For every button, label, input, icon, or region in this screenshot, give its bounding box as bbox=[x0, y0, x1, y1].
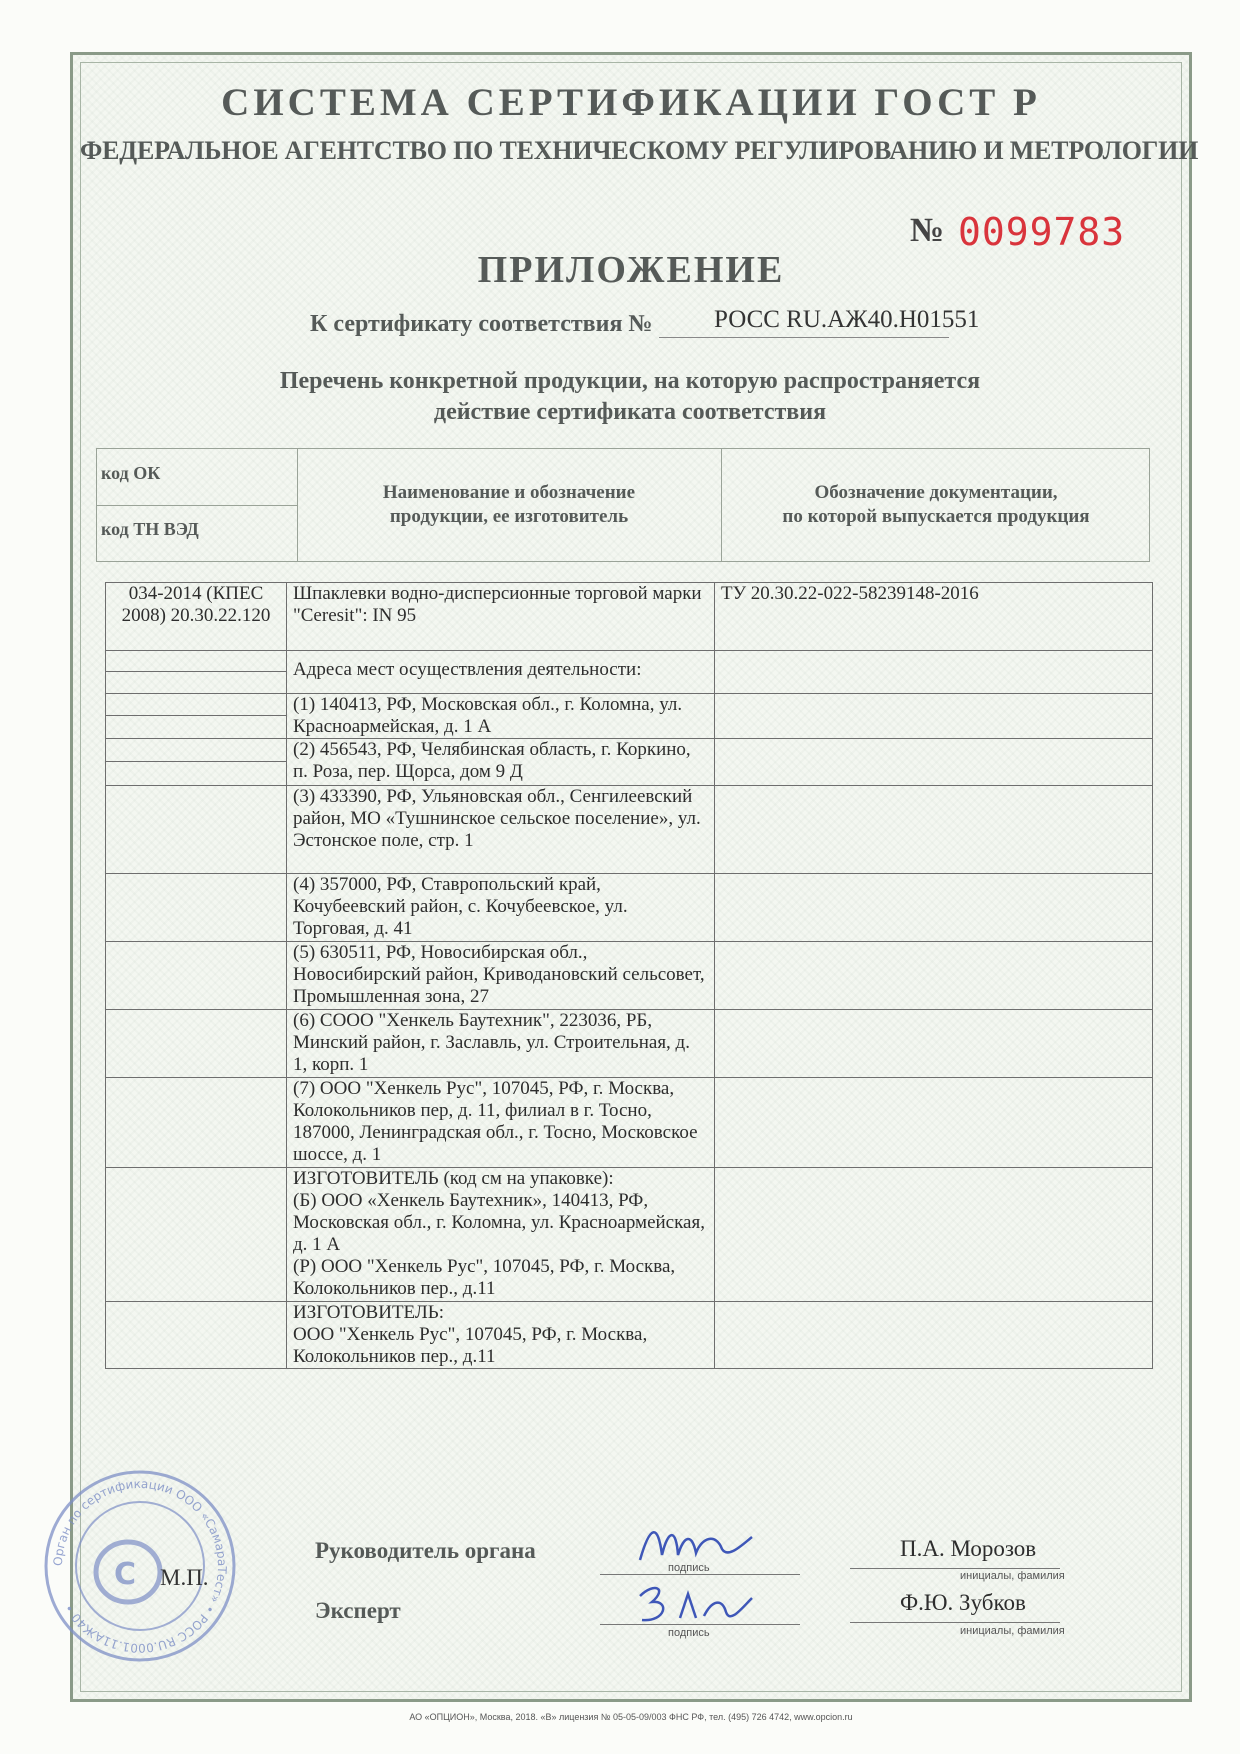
subcell bbox=[106, 651, 286, 672]
manufacturer-p: (Р) ООО "Хенкель Рус", 107045, РФ, г. Москва, Колокольников пер., д.11 bbox=[293, 1256, 676, 1299]
empty-cell bbox=[715, 1078, 1153, 1168]
list-subtitle bbox=[160, 366, 1100, 428]
signature-line bbox=[600, 1624, 800, 1625]
address-cell: (5) 630511, РФ, Новосибирская обл., Новосибирский район, Криводановский сельсовет, Промышленная зона, 27 bbox=[287, 942, 715, 1010]
empty-cell bbox=[715, 739, 1153, 786]
product-cell: Шпаклевки водно-дисперсионные торговой марки "Ceresit": IN 95 bbox=[287, 583, 715, 651]
empty-cell bbox=[715, 786, 1153, 874]
code-subcells bbox=[106, 739, 286, 785]
address-cell: (6) СООО "Хенкель Баутехник", 223036, РБ, Минский район, г. Заславль, ул. Строительная, д. 1, корп. 1 bbox=[287, 1010, 715, 1078]
documentation-cell: ТУ 20.30.22-022-58239148-2016 bbox=[715, 583, 1153, 651]
code-cell-empty bbox=[106, 942, 287, 1010]
product-header-line-1: Наименование и обозначение bbox=[382, 482, 636, 503]
documentation-column-header bbox=[721, 449, 1151, 561]
manufacturer-b: (Б) ООО «Хенкель Баутехник», 140413, РФ, Московская обл., г. Коломна, ул. Красноармейская, д. 1 А bbox=[293, 1190, 705, 1255]
column-header-table bbox=[96, 448, 1150, 562]
certificate-number: РОСС RU.АЖ40.Н01551 bbox=[714, 306, 980, 333]
expert-signature-caption: подпись bbox=[668, 1627, 710, 1639]
tn-ved-code-label: код ТН ВЭД bbox=[101, 519, 199, 539]
code-subcells bbox=[106, 694, 286, 738]
products-table bbox=[105, 582, 1153, 1369]
code-cell-empty bbox=[106, 874, 287, 942]
table-row bbox=[106, 694, 1153, 739]
subcell bbox=[106, 694, 286, 716]
empty-cell bbox=[715, 1010, 1153, 1078]
empty-cell bbox=[715, 694, 1153, 739]
form-number-label: № bbox=[910, 212, 945, 249]
subtitle-line-1: Перечень конкретной продукции, на которую распространяется bbox=[279, 368, 981, 394]
address-cell: (4) 357000, РФ, Ставропольский край, Кочубеевский район, с. Кочубеевское, ул. Торговая, д. 41 bbox=[287, 874, 715, 942]
table-row bbox=[106, 1010, 1153, 1078]
code-column-header bbox=[97, 449, 298, 561]
head-name-caption: инициалы, фамилия bbox=[960, 1570, 1065, 1582]
ok-code-label: код ОК bbox=[101, 463, 161, 483]
addresses-title-cell: Адреса мест осуществления деятельности: bbox=[287, 651, 715, 694]
signature-line bbox=[600, 1574, 800, 1575]
expert-name-caption: инициалы, фамилия bbox=[960, 1625, 1065, 1637]
subcell bbox=[106, 739, 286, 762]
code-cell-empty bbox=[106, 1168, 287, 1302]
address-cell: (1) 140413, РФ, Московская обл., г. Коломна, ул. Красноармейская, д. 1 А bbox=[287, 694, 715, 739]
certificate-label: К сертификату соответствия № bbox=[310, 311, 653, 337]
svg-text:Орган по сертификации ООО «Сам: Орган по сертификации ООО «СамараТест» • РОСС RU.0001.11АЖ40 • bbox=[50, 1476, 230, 1656]
code-cell-empty bbox=[106, 739, 287, 786]
name-line bbox=[850, 1622, 1060, 1623]
code-cell: 034-2014 (КПЕС 2008) 20.30.22.120 bbox=[106, 583, 287, 651]
table-row bbox=[106, 1078, 1153, 1168]
code-cell-empty bbox=[106, 651, 287, 694]
doc-header-text bbox=[721, 481, 1151, 529]
manufacturer-codes-title: ИЗГОТОВИТЕЛЬ (код см на упаковке): bbox=[293, 1168, 614, 1189]
stamp-mark-label: М.П. bbox=[160, 1565, 209, 1590]
manufacturer-name: ООО "Хенкель Рус", 107045, РФ, г. Москва, Колокольников пер., д.11 bbox=[293, 1324, 648, 1367]
empty-cell bbox=[715, 1302, 1153, 1369]
divider bbox=[97, 505, 297, 506]
table-row bbox=[106, 874, 1153, 942]
address-cell: (2) 456543, РФ, Челябинская область, г. Коркино, п. Роза, пер. Щорса, дом 9 Д bbox=[287, 739, 715, 786]
doc-header-line-1: Обозначение документации, bbox=[814, 482, 1058, 503]
code-cell-empty bbox=[106, 1010, 287, 1078]
form-number: 0099783 bbox=[958, 210, 1126, 254]
manufacturer-title: ИЗГОТОВИТЕЛЬ: bbox=[293, 1302, 444, 1323]
code-cell-empty bbox=[106, 1078, 287, 1168]
agency-title: ФЕДЕРАЛЬНОЕ АГЕНТСТВО ПО ТЕХНИЧЕСКОМУ РЕГУЛИРОВАНИЮ И МЕТРОЛОГИИ bbox=[80, 136, 1199, 165]
table-row bbox=[106, 583, 1153, 651]
subcell bbox=[106, 762, 286, 785]
subcell bbox=[106, 716, 286, 738]
expert-label: Эксперт bbox=[315, 1598, 401, 1623]
product-header-line-2: продукции, ее изготовитель bbox=[389, 506, 629, 527]
manufacturer-cell bbox=[287, 1302, 715, 1369]
empty-cell bbox=[715, 874, 1153, 942]
expert-signature bbox=[630, 1578, 760, 1634]
expert-name: Ф.Ю. Зубков bbox=[900, 1590, 1026, 1615]
empty-cell bbox=[715, 651, 1153, 694]
table-row bbox=[106, 1302, 1153, 1369]
empty-cell bbox=[715, 1168, 1153, 1302]
document-title: ПРИЛОЖЕНИЕ bbox=[477, 249, 785, 291]
table-row bbox=[106, 1168, 1153, 1302]
product-header-text bbox=[297, 481, 721, 529]
head-name: П.А. Морозов bbox=[900, 1536, 1037, 1561]
address-cell: (7) ООО "Хенкель Рус", 107045, РФ, г. Москва, Колокольников пер, д. 11, филиал в г. Тосно, 187000, Ленинградская обл., г. Тосно, Московское шоссе, д. 1 bbox=[287, 1078, 715, 1168]
printer-footer: АО «ОПЦИОН», Москва, 2018. «В» лицензия № 05-05-09/003 ФНС РФ, тел. (495) 726 4742, www.opcion.ru bbox=[409, 1712, 853, 1722]
head-label: Руководитель органа bbox=[315, 1538, 536, 1563]
system-title: СИСТЕМА СЕРТИФИКАЦИИ ГОСТ Р bbox=[221, 81, 1041, 124]
subtitle-line-2: действие сертификата соответствия bbox=[433, 399, 827, 425]
address-cell: (3) 433390, РФ, Ульяновская обл., Сенгилеевский район, МО «Тушнинское сельское поселение», ул. Эстонское поле, стр. 1 bbox=[287, 786, 715, 874]
table-row bbox=[106, 786, 1153, 874]
name-line bbox=[850, 1568, 1060, 1569]
table-row bbox=[106, 942, 1153, 1010]
head-signature-caption: подпись bbox=[668, 1562, 710, 1574]
product-column-header bbox=[297, 449, 722, 561]
doc-header-line-2: по которой выпускается продукция bbox=[782, 506, 1090, 527]
svg-text:С: С bbox=[114, 1557, 137, 1592]
subcell bbox=[106, 672, 286, 693]
code-cell-empty bbox=[106, 786, 287, 874]
manufacturer-codes-cell bbox=[287, 1168, 715, 1302]
code-subcells bbox=[106, 651, 286, 693]
empty-cell bbox=[715, 942, 1153, 1010]
organization-stamp bbox=[40, 1466, 240, 1666]
table-row bbox=[106, 651, 1153, 694]
code-cell-empty bbox=[106, 1302, 287, 1369]
code-cell-empty bbox=[106, 694, 287, 739]
table-row bbox=[106, 739, 1153, 786]
